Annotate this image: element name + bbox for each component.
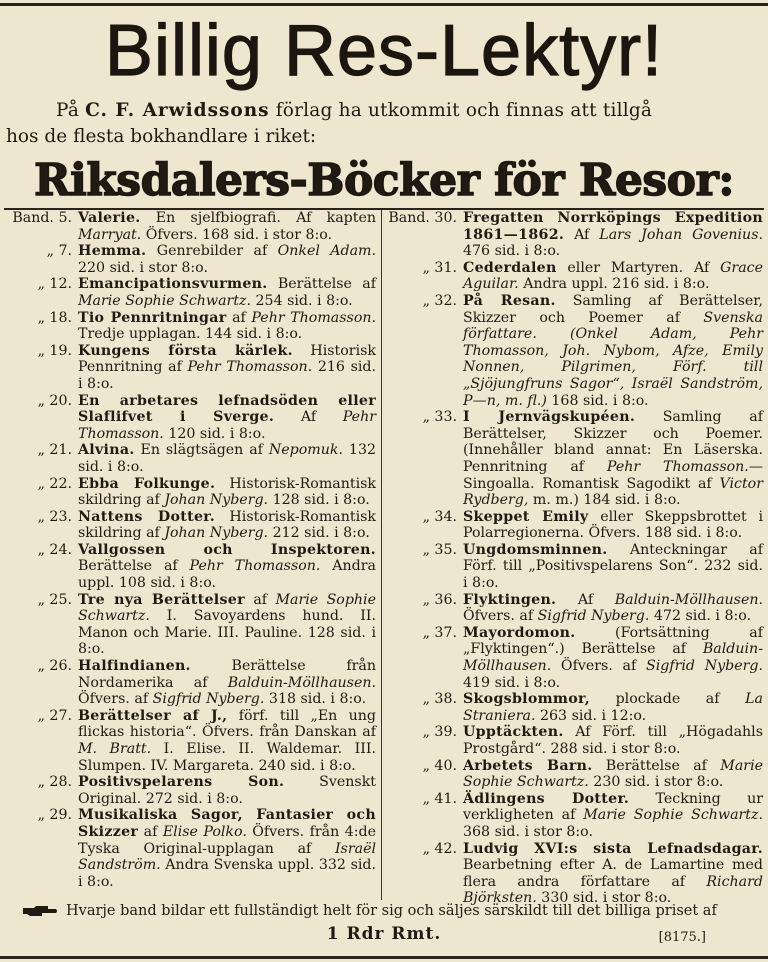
book-details: I. Elise. II. Waldemar. III. Slumpen. IV. Margareta. 240 sid. i 8:o. bbox=[78, 741, 376, 774]
book-details: 254 sid. i 8:o. bbox=[251, 292, 353, 309]
book-author: Johan Nyberg. bbox=[164, 525, 269, 542]
pointing-hand-icon bbox=[22, 905, 58, 917]
book-translator: Sigfrid Nyberg. bbox=[537, 608, 650, 625]
band-number: „ 18. bbox=[37, 309, 72, 326]
page-title: Billig Res-Lektyr! bbox=[104, 11, 664, 91]
band-number: „ 28. bbox=[37, 774, 72, 791]
section-banner: Riksdalers-Böcker för Resor: bbox=[34, 155, 734, 206]
intro-text bbox=[6, 98, 758, 150]
book-author: Elise Polko. bbox=[162, 823, 247, 840]
book-description: Teckning ur verkligheten af bbox=[463, 790, 763, 824]
book-description: Bearbetning efter A. de Lamartine med flera andra författare af bbox=[463, 857, 763, 890]
book-translator: Israël Sandström. bbox=[78, 840, 376, 874]
band-number: „ 40. bbox=[422, 757, 457, 774]
book-description: af bbox=[226, 309, 252, 326]
reference-number: [8175.] bbox=[658, 930, 706, 945]
book-author: M. Bratt. bbox=[78, 741, 152, 757]
book-details: 263 sid. i 12:o. bbox=[535, 707, 647, 724]
book-entry bbox=[4, 542, 376, 592]
book-entry bbox=[387, 841, 763, 907]
book-title: Tre nya Berättelser bbox=[78, 591, 245, 608]
book-author: Nepomuk. bbox=[268, 442, 343, 459]
book-translator: Victor Rydberg, bbox=[463, 475, 763, 509]
book-author: Grace Aguilar. bbox=[463, 259, 763, 293]
book-details: Andra uppl. 108 sid. i 8:o. bbox=[78, 558, 377, 592]
band-number: „ 35. bbox=[422, 541, 457, 558]
book-translator: Sigfrid Nyberg. bbox=[645, 658, 763, 675]
book-description: Af bbox=[564, 226, 600, 243]
intro-line-2: hos de flesta bokhandlare i riket: bbox=[6, 126, 317, 147]
book-title: Arbetets Barn. bbox=[463, 757, 593, 774]
band-number: „ 7. bbox=[46, 243, 72, 260]
book-author: Pehr Thomasson. bbox=[78, 409, 376, 442]
book-description: Berättelse af bbox=[592, 757, 721, 774]
book-description: Historisk-Romantisk skildring af bbox=[78, 508, 376, 542]
book-description: Historisk Pennritning af bbox=[78, 342, 376, 376]
book-title: I Jernvägskupéen. bbox=[463, 409, 636, 426]
publisher-name: C. F. Arwidssons bbox=[85, 100, 270, 121]
band-number: „ 41. bbox=[422, 790, 457, 807]
footer-note-text: Hvarje band bildar ett fullständigt helt för sig och säljes särskildt till det billiga priset af bbox=[66, 903, 717, 919]
book-title: Skeppet Emily bbox=[463, 508, 589, 525]
book-author: Marie Sophie Schwartz. bbox=[463, 757, 763, 791]
book-title: Nattens Dotter. bbox=[78, 508, 215, 525]
book-author: Pehr Thomasson. bbox=[251, 309, 377, 326]
book-description: Berättelse från Nordamerika af bbox=[78, 658, 376, 691]
footer-note bbox=[22, 902, 760, 920]
book-title: Emancipationsvurmen. bbox=[78, 276, 268, 293]
column-divider bbox=[381, 210, 382, 900]
book-entry bbox=[4, 658, 376, 708]
book-description: Genrebilder af bbox=[146, 243, 278, 260]
book-description: plockade af bbox=[590, 691, 746, 708]
book-author: La Straniera. bbox=[463, 691, 763, 724]
book-author: Onkel Adam. bbox=[277, 243, 377, 260]
book-author: Svenska författare. (Onkel Adam, Pehr Thomasson, Joh. Nybom, Afze, Emily Nonnen, Pilgrimen, Förf. till „Sjöjungfruns Sagor“, Israël Sandström, P—n, m. fl.) bbox=[463, 309, 763, 409]
book-details-2: m. m.) 184 sid. i 8:o. bbox=[528, 492, 681, 509]
book-details: Öfvers. från 4:de Tyska Original-upplagan af bbox=[78, 823, 376, 857]
book-entry bbox=[4, 343, 376, 393]
book-details: 216 sid. i 8:o. bbox=[78, 359, 376, 392]
book-description: förf. till „En ung flickas historia“. Öfvers. från Danskan af bbox=[78, 707, 376, 741]
band-number: „ 24. bbox=[37, 541, 72, 558]
book-entry bbox=[387, 293, 763, 409]
book-entry bbox=[387, 210, 763, 260]
book-entry bbox=[4, 276, 376, 309]
band-number: „ 21. bbox=[37, 442, 72, 459]
book-title: Mayordomon. bbox=[463, 624, 576, 641]
book-entry bbox=[387, 409, 763, 509]
book-title: Skogsblommor, bbox=[463, 691, 590, 708]
book-details: 330 sid. i stor 8:o. bbox=[536, 890, 672, 907]
book-entry bbox=[387, 542, 763, 592]
book-details-2: 472 sid. i 8:o. bbox=[649, 608, 752, 625]
book-description: En slägtsägen af bbox=[134, 442, 269, 459]
book-details: Andra uppl. 216 sid. i 8:o. bbox=[518, 276, 710, 293]
book-entry bbox=[387, 260, 763, 293]
book-details: 212 sid. i 8:o. bbox=[268, 525, 370, 542]
book-details: Tredje upplagan. 144 sid. i 8:o. bbox=[78, 326, 303, 343]
book-description: Svenskt Original. 272 sid. i 8:o. bbox=[78, 774, 376, 807]
book-description: Samling af Berättelser, Skizzer och Poemer af bbox=[463, 292, 763, 326]
book-author: Balduin-Möllhausen. bbox=[463, 641, 763, 675]
book-entry bbox=[4, 774, 376, 807]
book-entry bbox=[387, 625, 763, 691]
book-description: eller Skeppsbrottet i Polarregionerna. Öfvers. 188 sid. i 8:o. bbox=[463, 508, 763, 542]
book-author: Marie Sophie Schwartz. bbox=[78, 591, 376, 625]
band-number: „ 34. bbox=[422, 508, 457, 525]
book-title: Halfindianen. bbox=[78, 658, 191, 675]
book-description: (Fortsättning af „Flyktingen“.) Berättelse af bbox=[463, 624, 763, 658]
book-list-left bbox=[4, 210, 376, 890]
book-title: Ebba Folkunge. bbox=[78, 475, 216, 492]
book-details: — Singoalla. Romantisk Sagodikt af bbox=[463, 458, 763, 492]
book-title: Valerie. bbox=[78, 210, 141, 226]
book-title: Berättelser af J., bbox=[78, 707, 228, 724]
book-description: Historisk-Romantisk skildring af bbox=[78, 475, 376, 509]
book-author: Pehr Thomasson. bbox=[606, 458, 749, 475]
band-number: Band. 30. bbox=[388, 210, 457, 226]
book-description: Berättelse af bbox=[267, 276, 376, 293]
book-entry bbox=[387, 592, 763, 625]
price: 1 Rdr Rmt. bbox=[326, 924, 442, 944]
book-title: På Resan. bbox=[463, 292, 556, 309]
book-author: Pehr Thomasson. bbox=[189, 558, 321, 575]
band-number: „ 26. bbox=[37, 658, 72, 675]
book-entry bbox=[4, 243, 376, 276]
band-number: „ 38. bbox=[422, 691, 457, 708]
band-number: „ 32. bbox=[422, 292, 457, 309]
book-title: Fregatten Norrköpings Expedition 1861—1862. bbox=[463, 210, 763, 243]
book-details: 220 sid. i stor 8:o. bbox=[78, 259, 208, 276]
book-author: Marie Sophie Schwartz. bbox=[78, 292, 252, 309]
band-number: „ 37. bbox=[422, 624, 457, 641]
book-description: Af bbox=[274, 409, 343, 426]
book-list-right bbox=[387, 210, 763, 907]
book-entry bbox=[387, 509, 763, 542]
book-description: eller Martyren. Af bbox=[556, 259, 721, 276]
book-details: Öfvers. af bbox=[551, 658, 646, 675]
band-number: „ 33. bbox=[422, 409, 457, 426]
book-details: Öfvers. af bbox=[78, 691, 153, 708]
book-details-2: 419 sid. i 8:o. bbox=[463, 674, 561, 691]
book-entry bbox=[4, 807, 376, 890]
book-author: Balduin-Möllhausen. bbox=[614, 591, 763, 608]
book-title: Vallgossen och Inspektoren. bbox=[78, 541, 376, 558]
book-description: af bbox=[244, 591, 276, 608]
book-details: 230 sid. i stor 8:o. bbox=[588, 774, 724, 791]
book-title: Ungdomsminnen. bbox=[463, 541, 608, 558]
book-entry bbox=[4, 476, 376, 509]
book-entry bbox=[4, 310, 376, 343]
book-entry bbox=[4, 210, 376, 243]
band-number: Band. 5. bbox=[12, 210, 72, 226]
book-description: Berättelse af bbox=[78, 558, 190, 575]
band-number: „ 12. bbox=[37, 276, 72, 293]
book-details: 132 sid. i 8:o. bbox=[78, 442, 376, 475]
book-entry bbox=[4, 509, 376, 542]
band-number: „ 31. bbox=[422, 259, 457, 276]
book-entry bbox=[4, 393, 376, 443]
intro-line-1: På C. F. Arwidssons förlag ha utkommit och finnas att tillgå bbox=[56, 100, 653, 121]
book-author: Marryat. bbox=[78, 226, 142, 243]
book-title: Ädlingens Dotter. bbox=[463, 790, 630, 807]
book-author: Pehr Thomasson. bbox=[187, 359, 313, 376]
book-title: En arbetares lefnadsöden eller Slaflifvet i Sverge. bbox=[78, 392, 376, 426]
band-number: „ 39. bbox=[422, 724, 457, 741]
book-details: 120 sid. i 8:o. bbox=[163, 425, 266, 442]
book-author: Lars Johan Govenius. bbox=[599, 226, 763, 243]
book-title: Positivspelarens Son. bbox=[78, 774, 285, 791]
book-details-2: Andra Svenska uppl. 332 sid. i 8:o. bbox=[78, 857, 376, 890]
band-number: „ 42. bbox=[422, 840, 457, 857]
book-details: 368 sid. i stor 8:o. bbox=[463, 823, 593, 840]
book-details: Öfvers. 168 sid. i stor 8:o. bbox=[141, 226, 333, 243]
band-number: „ 27. bbox=[37, 707, 72, 724]
band-number: „ 19. bbox=[37, 342, 72, 359]
book-details: 128 sid. i 8:o. bbox=[268, 492, 370, 509]
band-number: „ 23. bbox=[37, 508, 72, 525]
band-number: „ 36. bbox=[422, 591, 457, 608]
book-details: Öfvers. af bbox=[463, 608, 538, 625]
book-details: 476 sid. i 8:o. bbox=[463, 243, 561, 260]
book-entry bbox=[4, 592, 376, 658]
band-number: „ 22. bbox=[37, 475, 72, 492]
book-title: Alvina. bbox=[78, 442, 135, 459]
bottom-border bbox=[0, 956, 768, 959]
book-details: I. Savoyardens hund. II. Manon och Marie. III. Pauline. 128 sid. i 8:o. bbox=[78, 608, 376, 658]
book-title: Ludvig XVI:s sista Lefnadsdagar. bbox=[463, 840, 763, 857]
book-title: Cederdalen bbox=[463, 259, 557, 276]
band-number: „ 29. bbox=[37, 807, 72, 824]
book-title: Musikaliska Sagor, Fantasier och Skizzer bbox=[78, 807, 376, 840]
book-author: Marie Sophie Schwartz. bbox=[583, 807, 763, 824]
book-details-2: 318 sid. i 8:o. bbox=[264, 691, 367, 708]
book-author: Balduin-Möllhausen. bbox=[227, 674, 376, 691]
book-title: Kungens första kärlek. bbox=[78, 342, 293, 359]
book-translator: Sigfrid Nyberg. bbox=[152, 691, 265, 708]
book-entry bbox=[387, 791, 763, 841]
book-description: Samling af Berättelser, Skizzer och Poemer. (Innehåller bland annat: En Läserska. Pennritning af bbox=[463, 409, 763, 475]
book-author: Johan Nyberg. bbox=[164, 492, 269, 509]
book-author: Richard Björksten. bbox=[463, 873, 763, 907]
book-details: 168 sid. i 8:o. bbox=[546, 392, 649, 409]
book-entry bbox=[387, 724, 763, 757]
band-number: „ 20. bbox=[37, 392, 72, 409]
book-title: Tio Pennritningar bbox=[78, 309, 227, 326]
book-description: Anteckningar af Förf. till „Positivspelarens Son“. 232 sid. i 8:o. bbox=[463, 541, 763, 592]
book-entry bbox=[387, 758, 763, 791]
band-number: „ 25. bbox=[37, 591, 72, 608]
book-entry bbox=[4, 442, 376, 475]
book-entry bbox=[4, 708, 376, 774]
book-title: Hemma. bbox=[78, 243, 147, 260]
book-entry bbox=[387, 691, 763, 724]
book-description: af bbox=[138, 823, 163, 840]
book-title: Flyktingen. bbox=[463, 591, 557, 608]
book-title: Upptäckten. bbox=[463, 724, 564, 741]
book-description: Af Förf. till „Högadahls Prostgård“. 288 sid. i stor 8:o. bbox=[463, 724, 763, 757]
book-description: En sjelfbiografi. Af kapten bbox=[140, 210, 376, 226]
book-description: Af bbox=[556, 591, 615, 608]
